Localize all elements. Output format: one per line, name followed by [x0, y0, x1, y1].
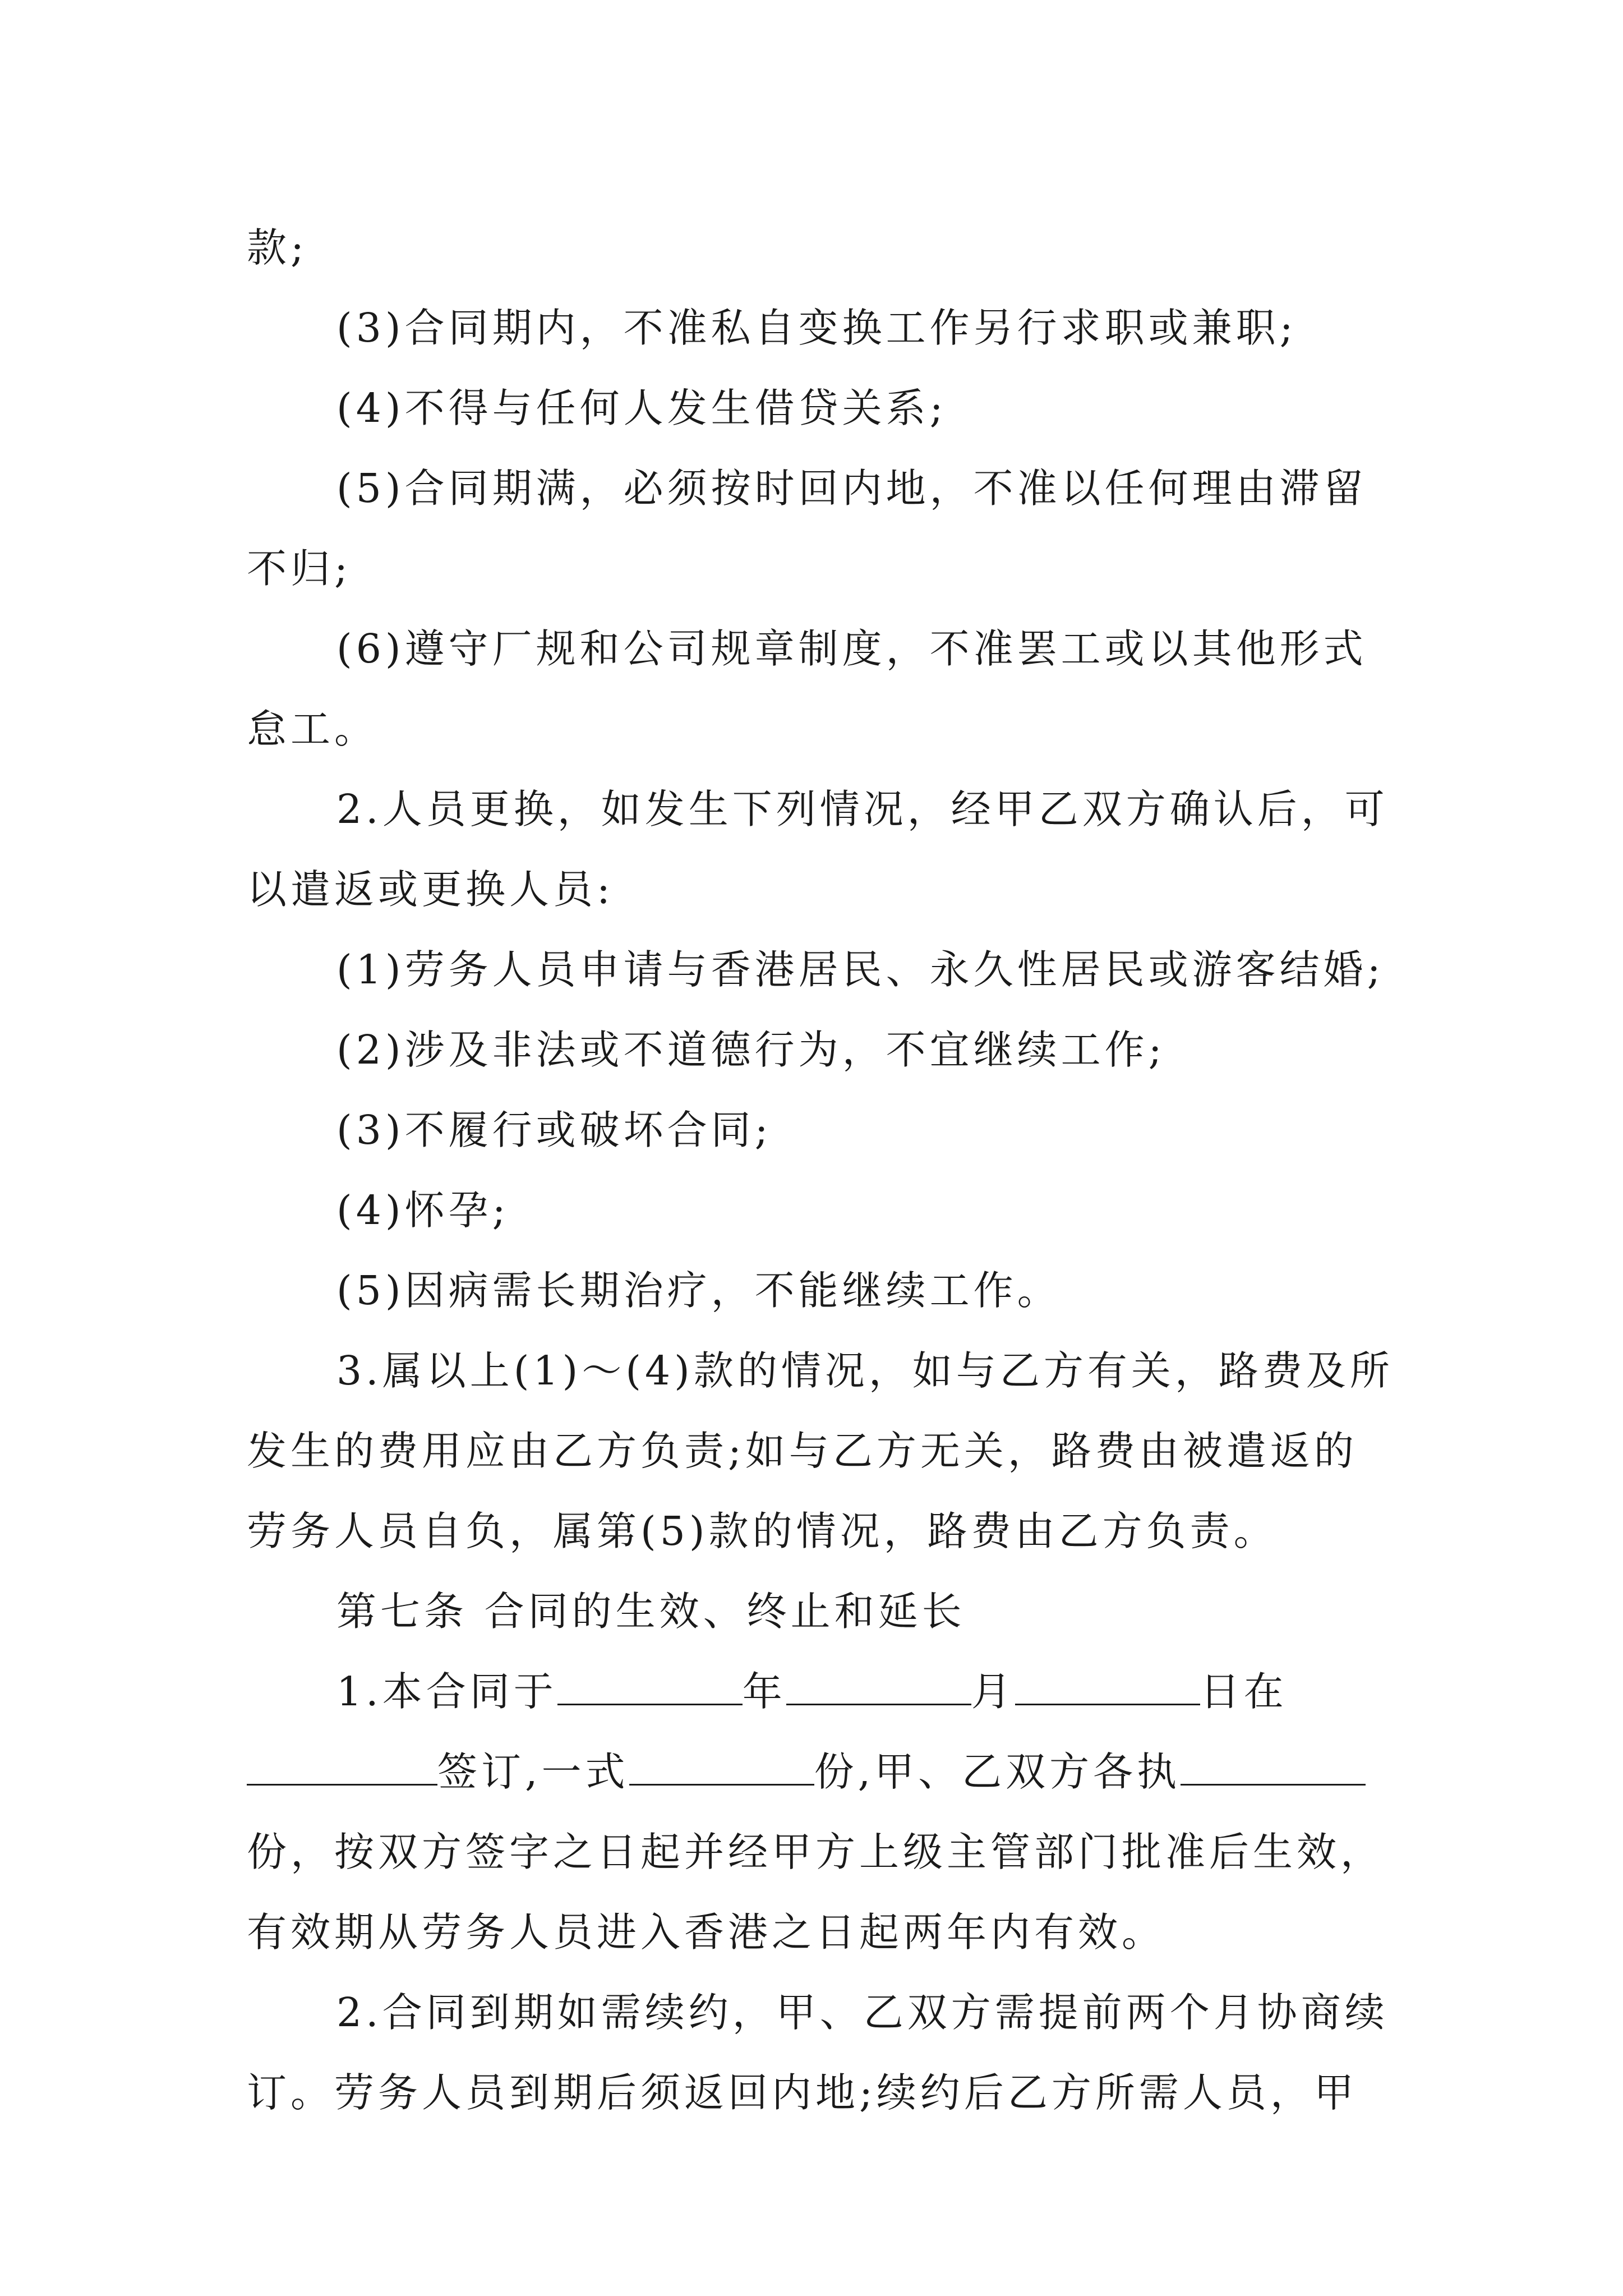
paragraph-line: (5)因病需长期治疗，不能继续工作。	[336, 1267, 1061, 1314]
paragraph-line: 2.人员更换，如发生下列情况，经甲乙双方确认后，可	[336, 786, 1389, 832]
paragraph-line: 劳务人员自负，属第(5)款的情况，路费由乙方负责。	[247, 1508, 1278, 1554]
signing-date-line	[247, 1651, 1391, 1732]
copies-blank	[629, 1749, 814, 1786]
paragraph-line: 怠工。	[247, 706, 379, 752]
paragraph-line: (4)怀孕;	[336, 1187, 510, 1234]
paragraph-line: 发生的费用应由乙方负责;如与乙方无关，路费由被遣返的	[247, 1428, 1358, 1474]
paragraph-line: 2.合同到期如需续约，甲、乙双方需提前两个月协商续	[336, 1989, 1389, 2036]
paragraph-line: (4)不得与任何人发生借贷关系;	[336, 385, 947, 431]
place-blank	[247, 1749, 437, 1786]
paragraph-line: (5)合同期满，必须按时回内地，不准以任何理由滞留	[336, 465, 1367, 512]
copies-line	[247, 1732, 1391, 1812]
paragraph-line: 订。劳务人员到期后须返回内地;续约后乙方所需人员，甲	[247, 2069, 1358, 2116]
signing-prefix: 1.本合同于	[336, 1668, 557, 1715]
paragraph-line: (3)合同期内，不准私自变换工作另行求职或兼职;	[336, 305, 1297, 351]
paragraph-line: 3.属以上(1)～(4)款的情况，如与乙方有关，路费及所	[336, 1347, 1394, 1394]
each-copies-blank	[1181, 1749, 1366, 1786]
paragraph-line: 款;	[247, 224, 308, 271]
paragraph-line: 以遣返或更换人员:	[247, 866, 614, 913]
paragraph-line: (6)遵守厂规和公司规章制度，不准罢工或以其他形式	[336, 625, 1367, 672]
paragraph-line: (3)不履行或破坏合同;	[336, 1107, 772, 1153]
paragraph-line: 有效期从劳务人员进入香港之日起两年内有效。	[247, 1909, 1166, 1955]
signed-label: 签订,一式	[437, 1749, 629, 1795]
article-heading: 第七条 合同的生效、终止和延长	[336, 1588, 966, 1635]
year-blank	[557, 1669, 743, 1705]
year-label: 年	[742, 1668, 786, 1715]
day-blank	[1015, 1669, 1200, 1705]
paragraph-line: (2)涉及非法或不道德行为，不宜继续工作;	[336, 1027, 1166, 1073]
month-blank	[786, 1669, 971, 1705]
month-label: 月	[971, 1668, 1015, 1715]
paragraph-line: 份，按双方签字之日起并经甲方上级主管部门批准后生效，	[247, 1829, 1385, 1875]
day-label: 日在	[1200, 1668, 1288, 1715]
paragraph-line: (1)劳务人员申请与香港居民、永久性居民或游客结婚;	[336, 946, 1385, 993]
paragraph-line: 不归;	[247, 545, 352, 592]
copies-label: 份,甲、乙双方各执	[814, 1749, 1181, 1795]
document-body	[247, 208, 1394, 2133]
